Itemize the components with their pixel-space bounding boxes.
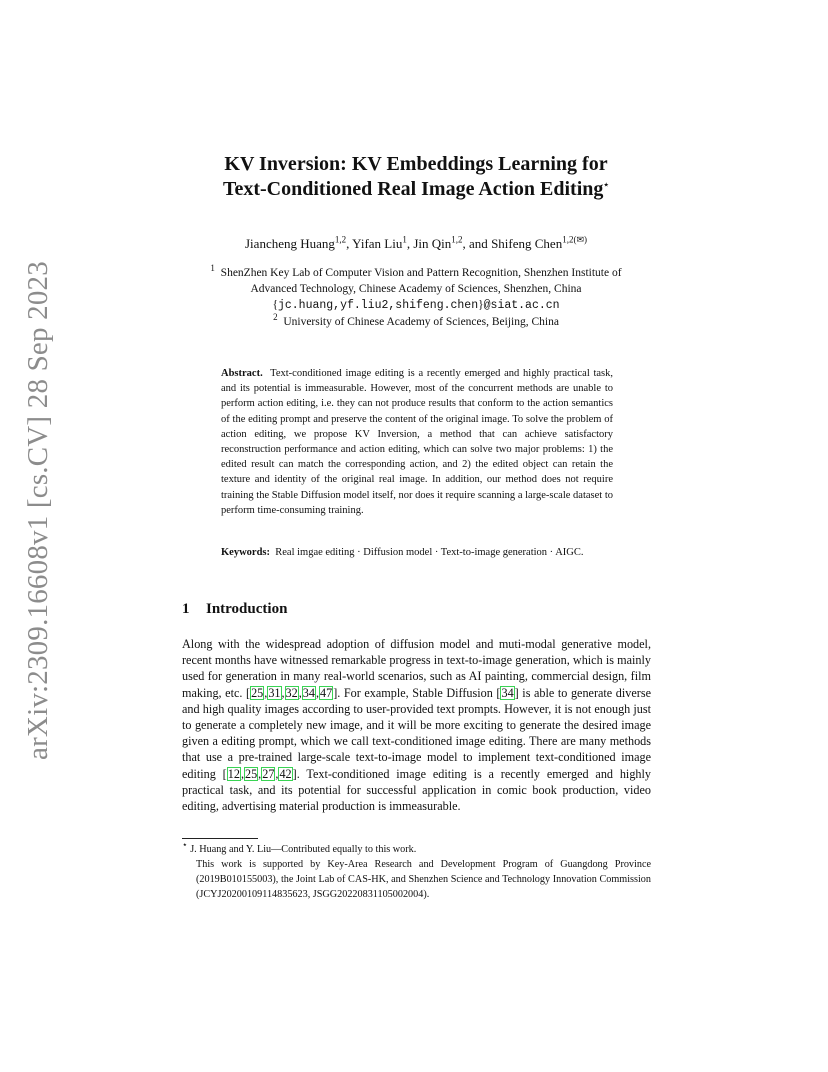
section-title: Introduction [206, 601, 288, 617]
author-name: Jin Qin [413, 236, 452, 251]
author-name: Yifan Liu [352, 236, 403, 251]
citation-link[interactable]: 47 [320, 685, 333, 700]
footnote-1 [182, 839, 651, 857]
author-list [160, 236, 672, 252]
keywords-text: Real imgae editing · Diffusion model · Text-to-image generation · AIGC. [275, 547, 584, 558]
citation-link[interactable]: 25 [244, 766, 258, 781]
affiliation-2-sup: 2 [273, 312, 278, 323]
intro-text-1: Along with the widespread adoption of diffusion model and muti-modal generative model, recent months have witnessed remarkable progress in text-to-image generation, which is mainly used for generation in many real-world scenarios, such as AI painting, commercial design, film making, etc. [ [182, 637, 651, 700]
affiliation-1-sup: 1 [210, 263, 215, 274]
footnote-1-text: J. Huang and Y. Liu—Contributed equally to this work. [190, 844, 417, 855]
author-affil-sup: 1,2 [334, 234, 347, 245]
email-line[interactable] [190, 297, 642, 314]
citation-link[interactable]: 34 [302, 685, 315, 700]
affiliation-2 [190, 314, 642, 330]
citation-link[interactable]: 32 [285, 685, 298, 700]
affiliation-1 [190, 265, 642, 281]
paper-title [160, 152, 672, 202]
footnote-divider [182, 838, 258, 839]
citation-link[interactable]: 12 [227, 766, 240, 781]
abstract [221, 366, 613, 518]
email-users[interactable]: jc.huang,yf.liu2,shifeng.chen [277, 299, 479, 312]
section-number: 1 [182, 601, 190, 617]
affiliation-1-line-2: Advanced Technology, Chinese Academy of Sciences, Shenzhen, China [250, 283, 582, 295]
title-line-2-text: Text-Conditioned Real Image Action Editing [222, 178, 604, 200]
intro-text-2: ]. For example, Stable Diffusion [ [333, 685, 501, 700]
author-affil-sup: 1,2 [451, 234, 463, 245]
author-name: Jiancheng Huang [245, 236, 335, 251]
citation-link[interactable]: 27 [262, 766, 275, 781]
affiliation-1-line-1: ShenZhen Key Lab of Computer Vision and Pattern Recognition, Shenzhen Institute of [220, 267, 622, 279]
affiliations [190, 265, 642, 330]
citation-link[interactable]: 34 [501, 685, 514, 700]
keywords [221, 545, 613, 560]
email-domain[interactable]: @siat.ac.cn [483, 299, 560, 312]
author-name: Shifeng Chen [491, 236, 563, 251]
footnotes [182, 839, 651, 902]
intro-text-3: ] is able to generate diverse and high quality images according to user-provided text prompts. However, it is not enough just to generate a completely new image, and it will be more exciting to generate the desired image given a editing prompt, which we call text-conditioned image editing. There are many methods that use a pre-trained large-scale text-to-image model to implement text-conditioned image editing [ [182, 685, 651, 781]
footnote-mark: ⋆ [182, 839, 188, 850]
title-line-1: KV Inversion: KV Embeddings Learning for [224, 153, 608, 175]
email-brace-close: } [478, 299, 484, 311]
citation-link[interactable]: 31 [268, 685, 281, 700]
introduction-paragraph: Along with the widespread adoption of diffusion model and muti-modal generative model, recent months have witnessed remarkable progress in text-to-image generation, which is mainly used for generation in many real-world scenarios, such as AI painting, commercial design, film making, etc. [25,31,32,34,47]. For example, Stable Diffusion [34] is able to generate diverse and high quality images according to user-provided text prompts. However, it is not enough just to generate a completely new image, and it will be more exciting to generate the desired image given a editing prompt, which we call text-conditioned image editing. There are many methods that use a pre-trained large-scale text-to-image model to implement text-conditioned image editing [12,25,27,42]. Text-conditioned image editing is a recently emerged and highly practical task, and its potential for successful application in comic book production, video editing, advertising material production is immeasurable. [182, 637, 651, 814]
section-heading [182, 601, 287, 618]
citation-link[interactable]: 42 [279, 766, 292, 781]
abstract-label: Abstract. [221, 368, 263, 379]
arxiv-identifier: arXiv:2309.16608v1 [cs.CV] 28 Sep 2023 [22, 261, 54, 760]
abstract-text: Text-conditioned image editing is a recently emerged and highly practical task, and its potential is immeasurable. However, most of the concurrent methods are unable to perform action editing, i.e. they can not produce results that conform to the action semantics of the editing prompt and preserve the content of the original image. To solve the problem of action editing, we propose KV Inversion, a method that can achieve satisfactory reconstruction performance and action editing, which can solve two major problems: 1) the edited result can match the corresponding action, and 2) the edited object can retain the texture and identity of the original real image. In addition, our method does not require training the Stable Diffusion model itself, nor does it require scanning a large-scale dataset to perform time-consuming training. [221, 368, 614, 516]
author-affil-sup: 1 [402, 234, 407, 245]
email-brace-open: { [272, 299, 278, 311]
intro-text-4: ]. Text-conditioned image editing is a recently emerged and highly practical task, and its potential for successful application in comic book production, video editing, advertising material production is immeasurable. [182, 766, 651, 814]
title-line-2 [160, 177, 672, 202]
author-separator: , and [462, 236, 492, 251]
keywords-label: Keywords: [221, 547, 270, 558]
title-footnote-mark: ⋆ [603, 179, 610, 190]
author-separator: , [346, 236, 353, 251]
author-separator: , [406, 236, 414, 251]
citation-link[interactable]: 25 [251, 685, 264, 700]
author-affil-sup: 1,2(✉) [562, 234, 587, 245]
affiliation-2-text: University of Chinese Academy of Sciences, Beijing, China [283, 316, 559, 328]
footnote-2: This work is supported by Key-Area Research and Development Program of Guangdong Province (2019B010155003), the Joint Lab of CAS-HK, and Shenzhen Science and Technology Innovation Commission (JCYJ20200109114835623, JSGG20220831105002004). [196, 859, 651, 900]
